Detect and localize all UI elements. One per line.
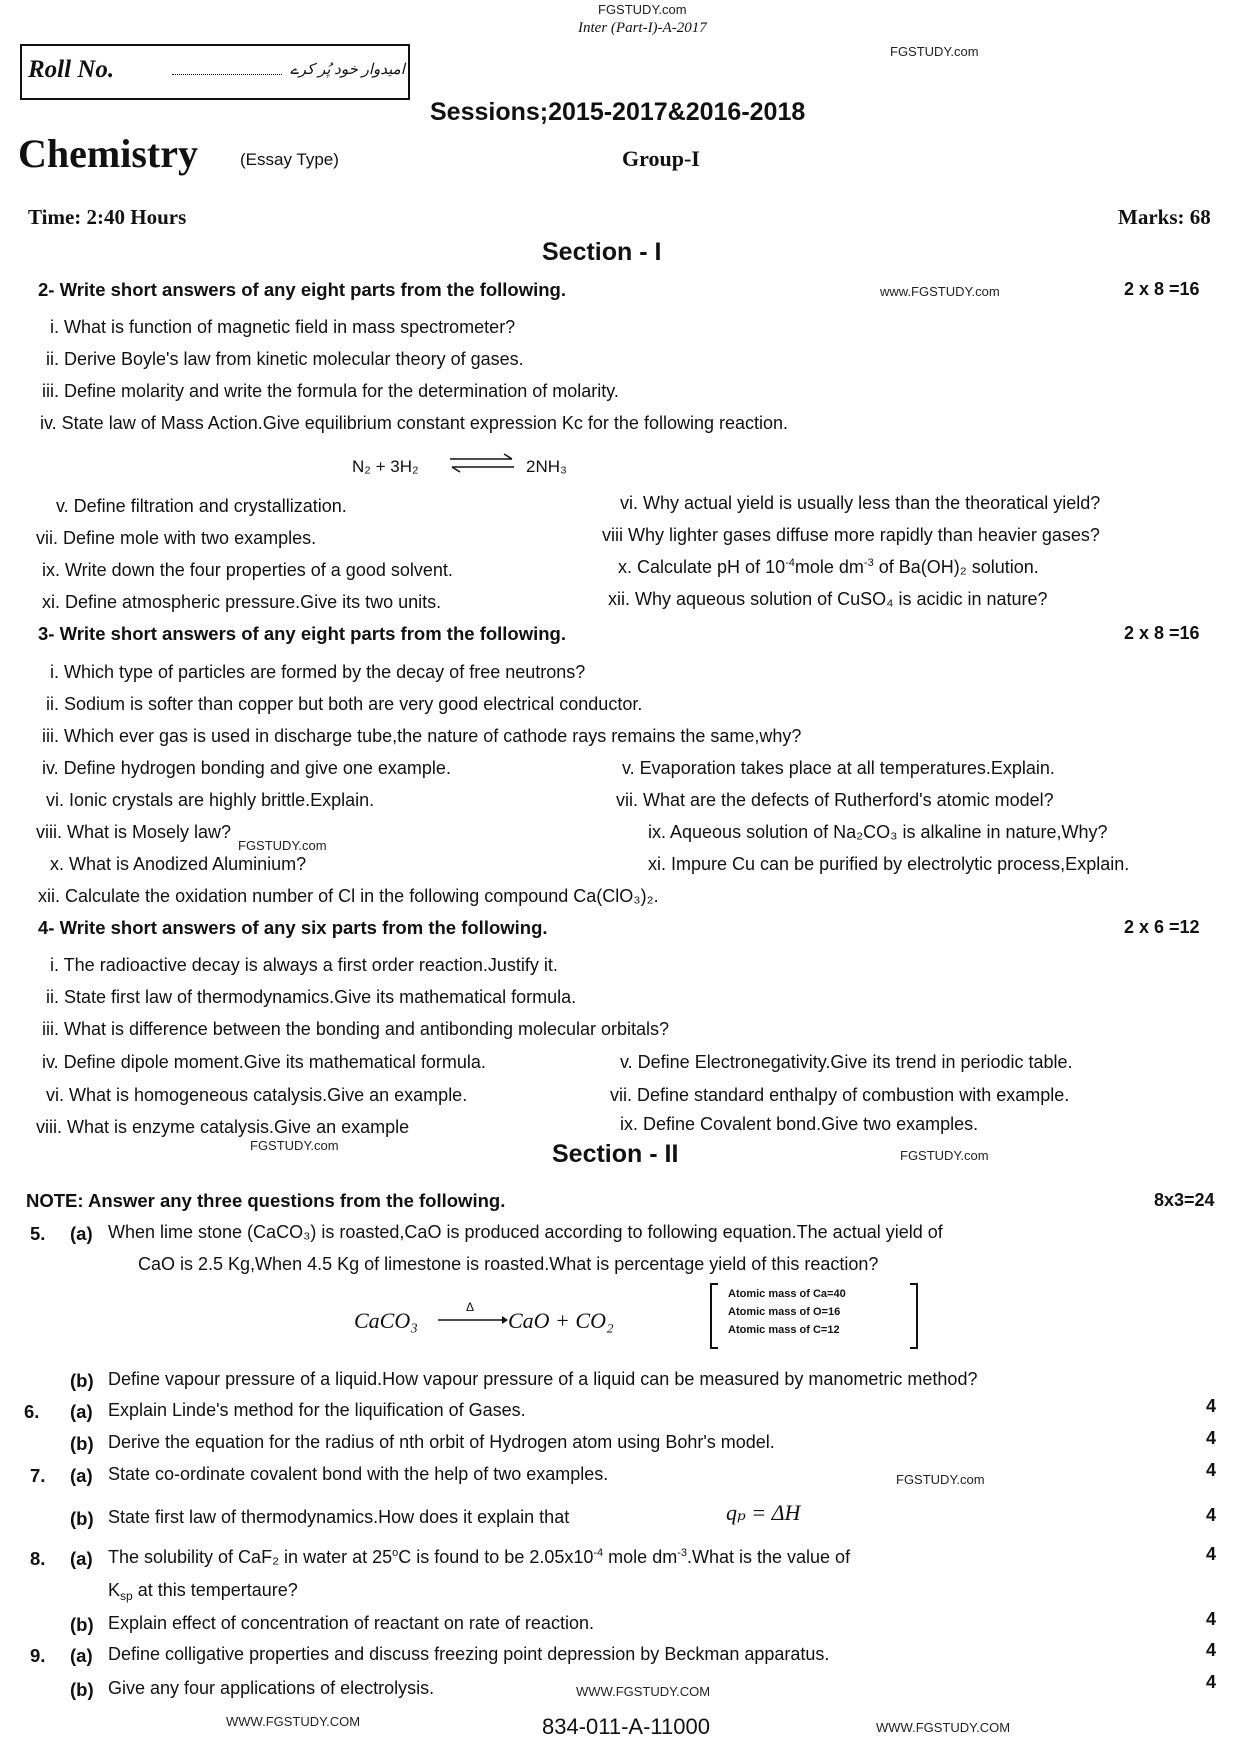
q2-part-xii: xii. Why aqueous solution of CuSO₄ is acidic in nature?	[608, 589, 1048, 609]
q6a-marks: 4	[1206, 1396, 1217, 1416]
q7a-label: (a)	[70, 1465, 93, 1486]
q8b-text: Explain effect of concentration of reactant on rate of reaction.	[108, 1613, 594, 1633]
q9b-label: (b)	[70, 1679, 94, 1700]
footer-code: 834-011-A-11000	[542, 1714, 710, 1739]
q3-part-ix: ix. Aqueous solution of Na₂CO₃ is alkaline in nature,Why?	[648, 822, 1108, 842]
q3-marks: 2 x 8 =16	[1124, 623, 1200, 643]
q5b-text: Define vapour pressure of a liquid.How vapour pressure of a liquid can be measured by manometric method?	[108, 1369, 978, 1389]
q6a-text: Explain Linde's method for the liquification of Gases.	[108, 1400, 526, 1420]
q4-part-vii: vii. Define standard enthalpy of combustion with example.	[610, 1085, 1070, 1105]
watermark-q2: www.FGSTUDY.com	[880, 284, 1000, 299]
q6b-marks: 4	[1206, 1428, 1217, 1448]
q3-part-vi: vi. Ionic crystals are highly brittle.Explain.	[46, 790, 375, 810]
q3-part-xi: xi. Impure Cu can be purified by electrolytic process,Explain.	[648, 854, 1130, 874]
q7a-text: State co-ordinate covalent bond with the help of two examples.	[108, 1464, 609, 1484]
q3-part-iii: iii. Which ever gas is used in discharge tube,the nature of cathode rays remains the same,why?	[42, 726, 802, 746]
q4-part-ii: ii. State first law of thermodynamics.Give its mathematical formula.	[46, 987, 577, 1007]
q2-part-iii: iii. Define molarity and write the formula for the determination of molarity.	[42, 381, 619, 401]
q3-part-viii: viii. What is Mosely law?	[36, 822, 232, 842]
q2-part-x: x. Calculate pH of $10^{-4}mole$ $dm^{-3}$ of Ba(OH)₂ solution.	[618, 557, 1039, 577]
q6-number: 6.	[24, 1401, 40, 1422]
q2-part-v: v. Define filtration and crystallization.	[56, 496, 347, 516]
q7b-formula: qₚ = ΔH	[726, 1500, 801, 1525]
q3-heading: 3- Write short answers of any eight parts from the following.	[38, 623, 566, 644]
atomic-mass-ca: Atomic mass of Ca=40	[728, 1288, 846, 1300]
q6b-text: Derive the equation for the radius of nth orbit of Hydrogen atom using Bohr's model.	[108, 1432, 775, 1452]
reaction-arrow-icon	[438, 1314, 508, 1326]
watermark-s2-right: FGSTUDY.com	[900, 1148, 989, 1163]
q2-heading: 2- Write short answers of any eight parts from the following.	[38, 279, 566, 300]
q9b-marks: 4	[1206, 1672, 1217, 1692]
q4-part-v: v. Define Electronegativity.Give its trend in periodic table.	[620, 1052, 1073, 1072]
q2-equation-left: N₂ + 3H₂	[352, 457, 419, 476]
q2-part-i: i. What is function of magnetic field in mass spectrometer?	[50, 317, 516, 337]
q2-part-viii: viii Why lighter gases diffuse more rapidly than heavier gases?	[602, 525, 1100, 545]
q9-number: 9.	[30, 1645, 46, 1666]
watermark-footer-left: WWW.FGSTUDY.COM	[226, 1714, 361, 1729]
q4-marks: 2 x 6 =12	[1124, 917, 1200, 937]
q7a-marks: 4	[1206, 1460, 1217, 1480]
group: Group-I	[622, 146, 700, 171]
atomic-mass-o: Atomic mass of O=16	[728, 1306, 841, 1318]
q5a-label: (a)	[70, 1223, 93, 1244]
roll-dotted-line	[172, 74, 282, 75]
q2-part-ix: ix. Write down the four properties of a good solvent.	[42, 560, 453, 580]
q3-part-ii: ii. Sodium is softer than copper but both are very good electrical conductor.	[46, 694, 643, 714]
q5-eq-delta: Δ	[466, 1300, 475, 1314]
watermark-s2-left: FGSTUDY.com	[250, 1138, 339, 1153]
q2-part-vii: vii. Define mole with two examples.	[36, 528, 317, 548]
q5a-line2: CaO is 2.5 Kg,When 4.5 Kg of limestone is roasted.What is percentage yield of this reaction?	[138, 1254, 879, 1274]
equilibrium-arrow-icon	[448, 452, 516, 474]
total-marks: Marks: 68	[1118, 205, 1211, 229]
atomic-mass-c: Atomic mass of C=12	[728, 1324, 840, 1336]
q5-eq-left: CaCO₃	[354, 1308, 418, 1333]
q8-number: 8.	[30, 1548, 46, 1569]
subject-title: Chemistry	[18, 131, 198, 176]
q5-eq-right: CaO + CO₂	[508, 1308, 614, 1333]
section-2-title: Section - II	[552, 1140, 679, 1168]
q4-part-iii: iii. What is difference between the bonding and antibonding molecular orbitals?	[42, 1019, 670, 1039]
watermark-q9: WWW.FGSTUDY.COM	[576, 1684, 711, 1699]
q7-number: 7.	[30, 1465, 46, 1486]
q5-number: 5.	[30, 1223, 46, 1244]
watermark-q3: FGSTUDY.com	[238, 838, 327, 853]
q9a-marks: 4	[1206, 1640, 1217, 1660]
q4-part-viii: viii. What is enzyme catalysis.Give an example	[36, 1117, 410, 1137]
q3-part-xii: xii. Calculate the oxidation number of Cl in the following compound Ca(ClO₃)₂.	[38, 886, 659, 906]
watermark-q7: FGSTUDY.com	[896, 1472, 985, 1487]
q9a-label: (a)	[70, 1645, 93, 1666]
q4-part-ix: ix. Define Covalent bond.Give two examples.	[620, 1114, 979, 1134]
q2-part-iv: iv. State law of Mass Action.Give equilibrium constant expression Kc for the following reaction.	[40, 413, 789, 433]
q2-part-xi: xi. Define atmospheric pressure.Give its two units.	[42, 592, 442, 612]
section-1-title: Section - I	[542, 238, 662, 266]
q8b-marks: 4	[1206, 1609, 1217, 1629]
roll-number-box[interactable]	[20, 44, 410, 100]
watermark-footer-right: WWW.FGSTUDY.COM	[876, 1720, 1011, 1735]
q6a-label: (a)	[70, 1401, 93, 1422]
q8a-label: (a)	[70, 1548, 93, 1569]
q4-part-i: i. The radioactive decay is always a first order reaction.Justify it.	[50, 955, 558, 975]
q4-part-vi: vi. What is homogeneous catalysis.Give an example.	[46, 1085, 468, 1105]
q8a-line1: The solubility of CaF₂ in water at 25$^o$C is found to be $2.05x10^{-4}$ mole $dm^{-3}.What$ is the value of	[108, 1547, 851, 1567]
q2-part-ii: ii. Derive Boyle's law from kinetic molecular theory of gases.	[46, 349, 524, 369]
q5b-label: (b)	[70, 1370, 94, 1391]
q7b-text: State first law of thermodynamics.How does it explain that	[108, 1507, 570, 1527]
roll-label: Roll No.	[28, 56, 115, 83]
q3-part-iv: iv. Define hydrogen bonding and give one example.	[42, 758, 451, 778]
q5a-line1: When lime stone (CaCO₃) is roasted,CaO is produced according to following equation.The actual yield of	[108, 1222, 943, 1242]
q8b-label: (b)	[70, 1614, 94, 1635]
note: NOTE: Answer any three questions from the following.	[26, 1190, 506, 1211]
q6b-label: (b)	[70, 1433, 94, 1454]
sessions: Sessions;2015-2017&2016-2018	[430, 98, 806, 126]
q8a-line2: $K_{sp}$ at this tempertaure?	[108, 1580, 298, 1603]
watermark-top: FGSTUDY.com	[598, 2, 687, 17]
q2-equation-right: 2NH₃	[526, 457, 567, 476]
q7b-marks: 4	[1206, 1505, 1217, 1525]
q3-part-vii: vii. What are the defects of Rutherford's atomic model?	[616, 790, 1054, 810]
q3-part-x: x. What is Anodized Aluminium?	[50, 854, 307, 874]
q4-heading: 4- Write short answers of any six parts from the following.	[38, 917, 548, 938]
paper-code: Inter (Part-I)-A-2017	[578, 20, 707, 36]
note-marks: 8x3=24	[1154, 1190, 1215, 1210]
q2-part-vi: vi. Why actual yield is usually less than the theoratical yield?	[620, 493, 1101, 513]
q3-part-v: v. Evaporation takes place at all temperatures.Explain.	[622, 758, 1055, 778]
atomic-mass-box	[710, 1283, 918, 1349]
q8a-marks: 4	[1206, 1544, 1217, 1564]
q9b-text: Give any four applications of electrolysis.	[108, 1678, 435, 1698]
roll-urdu-note: امیدوار خود پُر کرے	[290, 62, 405, 78]
q7b-label: (b)	[70, 1508, 94, 1529]
q9a-text: Define colligative properties and discuss freezing point depression by Beckman apparatus.	[108, 1644, 830, 1664]
time: Time: 2:40 Hours	[28, 205, 187, 229]
q3-part-i: i. Which type of particles are formed by the decay of free neutrons?	[50, 662, 586, 682]
watermark-header: FGSTUDY.com	[890, 44, 979, 59]
subject-type: (Essay Type)	[240, 150, 339, 169]
q2-marks: 2 x 8 =16	[1124, 279, 1200, 299]
q4-part-iv: iv. Define dipole moment.Give its mathematical formula.	[42, 1052, 486, 1072]
